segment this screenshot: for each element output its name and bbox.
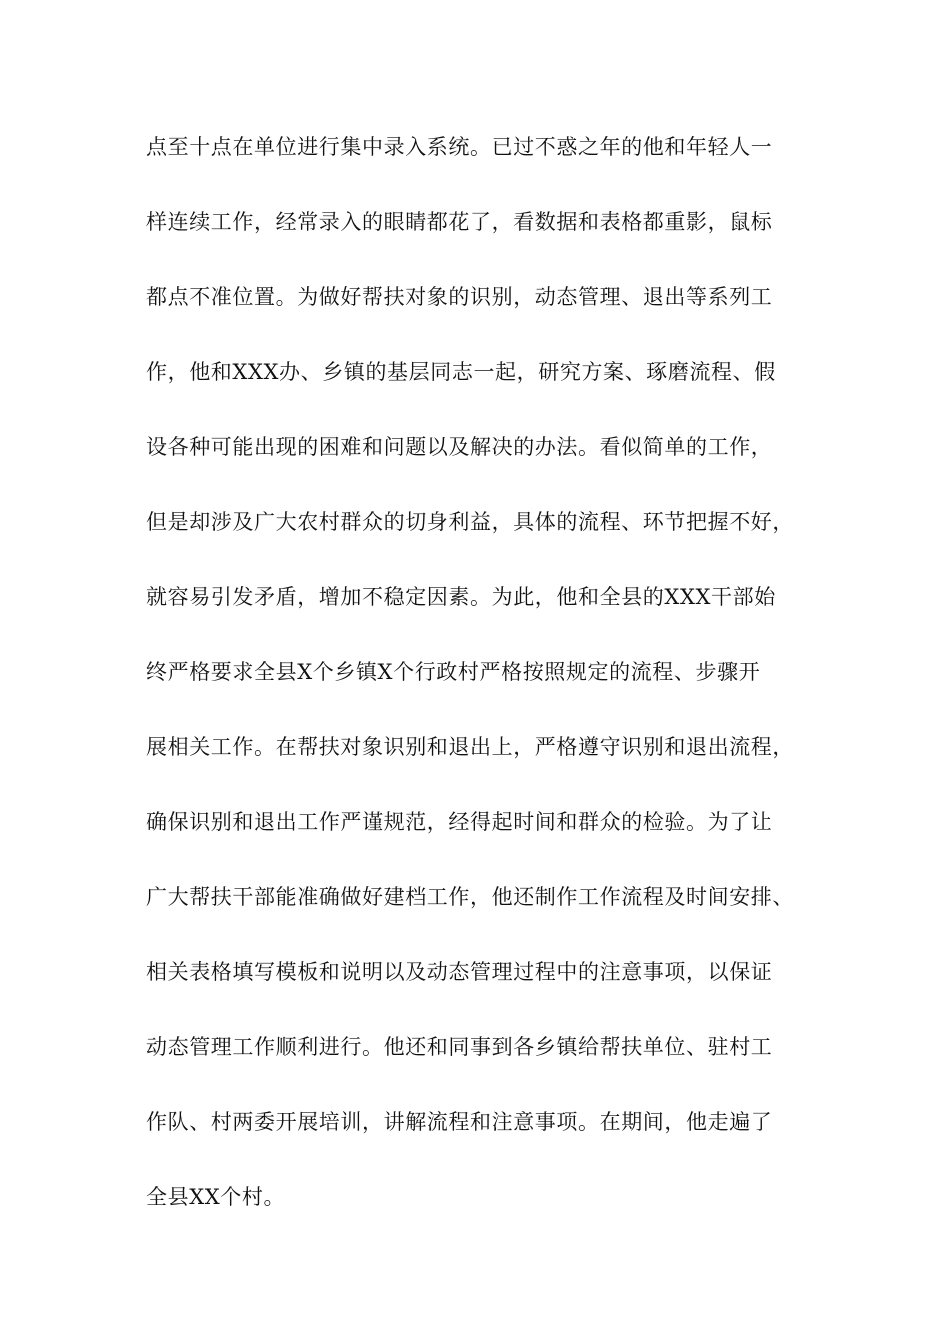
text-line: 作，他和XXX办、乡镇的基层同志一起，研究方案、琢磨流程、假 [146,360,776,384]
text-line: 相关表格填写模板和说明以及动态管理过程中的注意事项，以保证 [146,960,773,984]
text-line: 就容易引发矛盾，增加不稳定因素。为此，他和全县的XXX干部始 [146,585,776,609]
body-text [146,110,826,1235]
text-line: 样连续工作，经常录入的眼睛都花了，看数据和表格都重影，鼠标 [146,210,773,234]
text-line: 点至十点在单位进行集中录入系统。已过不惑之年的他和年轻人一 [146,135,773,159]
text-line: 都点不准位置。为做好帮扶对象的识别，动态管理、退出等系列工 [146,285,773,309]
text-line: 动态管理工作顺利进行。他还和同事到各乡镇给帮扶单位、驻村工 [146,1035,773,1059]
text-line: 但是却涉及广大农村群众的切身利益，具体的流程、环节把握不好， [146,510,794,534]
text-line: 展相关工作。在帮扶对象识别和退出上，严格遵守识别和退出流程， [146,735,794,759]
text-line: 作队、村两委开展培训，讲解流程和注意事项。在期间，他走遍了 [146,1110,773,1134]
text-line: 广大帮扶干部能准确做好建档工作，他还制作工作流程及时间安排、 [146,885,794,909]
text-line: 全县XX个村。 [146,1185,286,1209]
text-line: 确保识别和退出工作严谨规范，经得起时间和群众的检验。为了让 [146,810,773,834]
text-line: 终严格要求全县X个乡镇X个行政村严格按照规定的流程、步骤开 [146,660,761,684]
text-line: 设各种可能出现的困难和问题以及解决的办法。看似简单的工作， [146,435,773,459]
